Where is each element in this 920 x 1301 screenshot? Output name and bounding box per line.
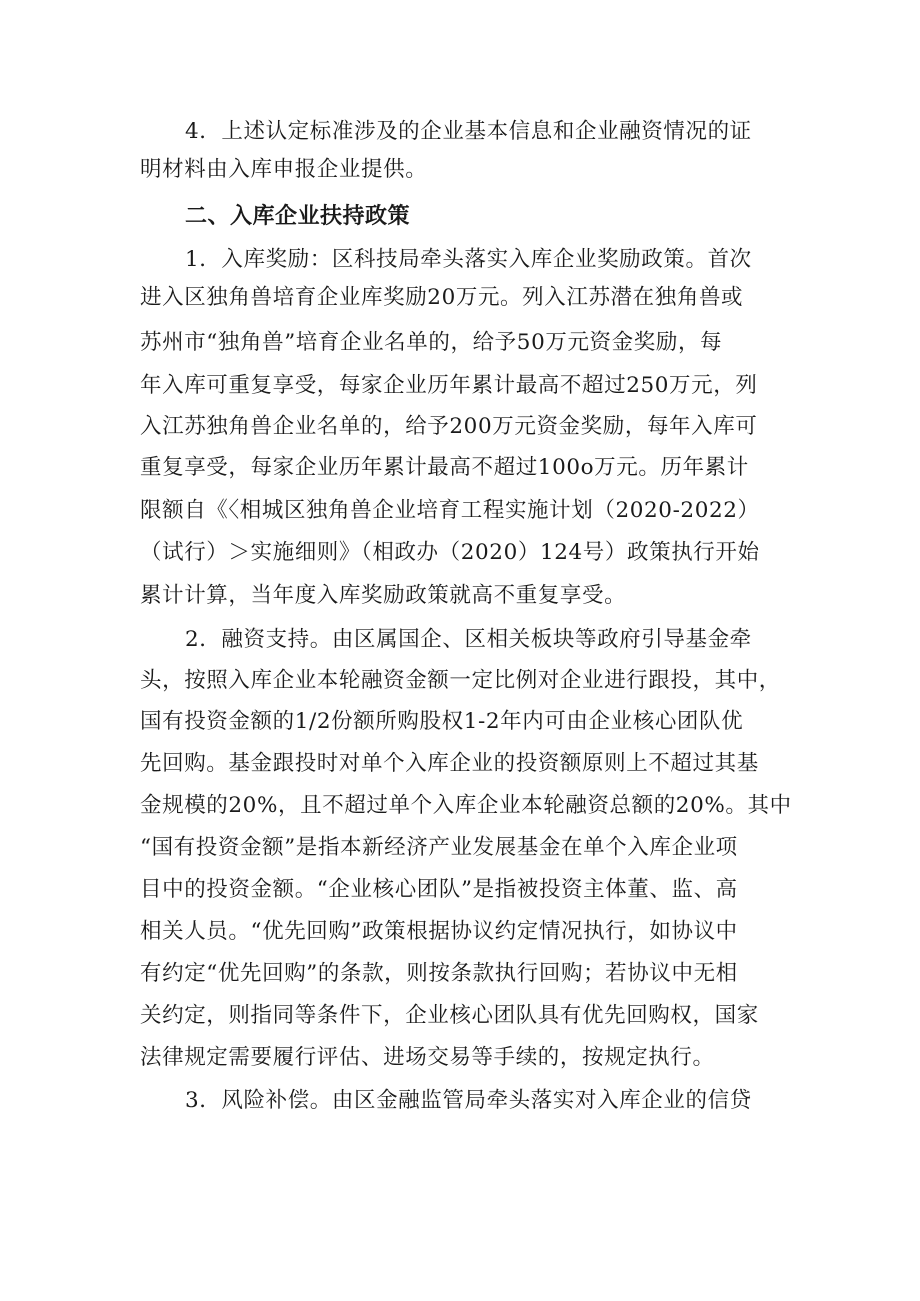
text-line: 入江苏独角兽企业名单的，给予200万元资金奖励，每年入库可	[140, 414, 758, 439]
text-line: 明材料由入库申报企业提供。	[140, 157, 428, 182]
section-heading: 二、入库企业扶持政策	[185, 204, 411, 229]
text-line: 年入库可重复享受，每家企业历年累计最高不超过250万元，列	[140, 373, 758, 398]
text-line: “国有投资金额”是指本新经济产业发展基金在单个入库企业项	[140, 835, 738, 860]
text-line: 4．上述认定标准涉及的企业基本信息和企业融资情况的证	[185, 119, 752, 144]
text-line: 金规模的20%，且不超过单个入库企业本轮融资总额的20%。其中	[140, 793, 792, 818]
text-line: 有约定“优先回购”的条款，则按条款执行回购；若协议中无相	[140, 961, 738, 986]
text-line: 重复享受，每家企业历年累计最高不超过100o万元。历年累计	[140, 455, 749, 480]
text-line: 苏州市“独角兽”培育企业名单的，给予50万元资金奖励，每	[140, 330, 723, 355]
text-line: 相关人员。“优先回购”政策根据协议约定情况执行，如协议中	[140, 919, 738, 944]
text-line: 累计计算，当年度入库奖励政策就高不重复享受。	[140, 583, 627, 608]
text-line: 国有投资金额的1/2份额所购股权1-2年内可由企业核心团队优	[140, 709, 744, 734]
text-line: 进入区独角兽培育企业库奖励20万元。列入江苏潜在独角兽或	[140, 285, 744, 310]
text-line: 头，按照入库企业本轮融资金额一定比例对企业进行跟投，其中，	[140, 668, 781, 693]
text-line: 先回购。基金跟投时对单个入库企业的投资额原则上不超过其基	[140, 751, 759, 776]
text-line: 2．融资支持。由区属国企、区相关板块等政府引导基金牵	[185, 627, 752, 652]
text-line: 限额自《〈相城区独角兽企业培育工程实施计划（2020-2022）	[140, 498, 760, 523]
text-line: 目中的投资金额。“企业核心团队”是指被投资主体董、监、高	[140, 877, 738, 902]
text-line: 法律规定需要履行评估、进场交易等手续的，按规定执行。	[140, 1045, 715, 1070]
text-line: 关约定，则指同等条件下，企业核心团队具有优先回购权，国家	[140, 1003, 759, 1028]
text-line: 1．入库奖励：区科技局牵头落实入库企业奖励政策。首次	[185, 247, 752, 272]
text-line: 3．风险补偿。由区金融监管局牵头落实对入库企业的信贷	[185, 1088, 752, 1113]
text-line: （试行）＞实施细则》（相政办（2020）124号）政策执行开始	[140, 540, 760, 565]
